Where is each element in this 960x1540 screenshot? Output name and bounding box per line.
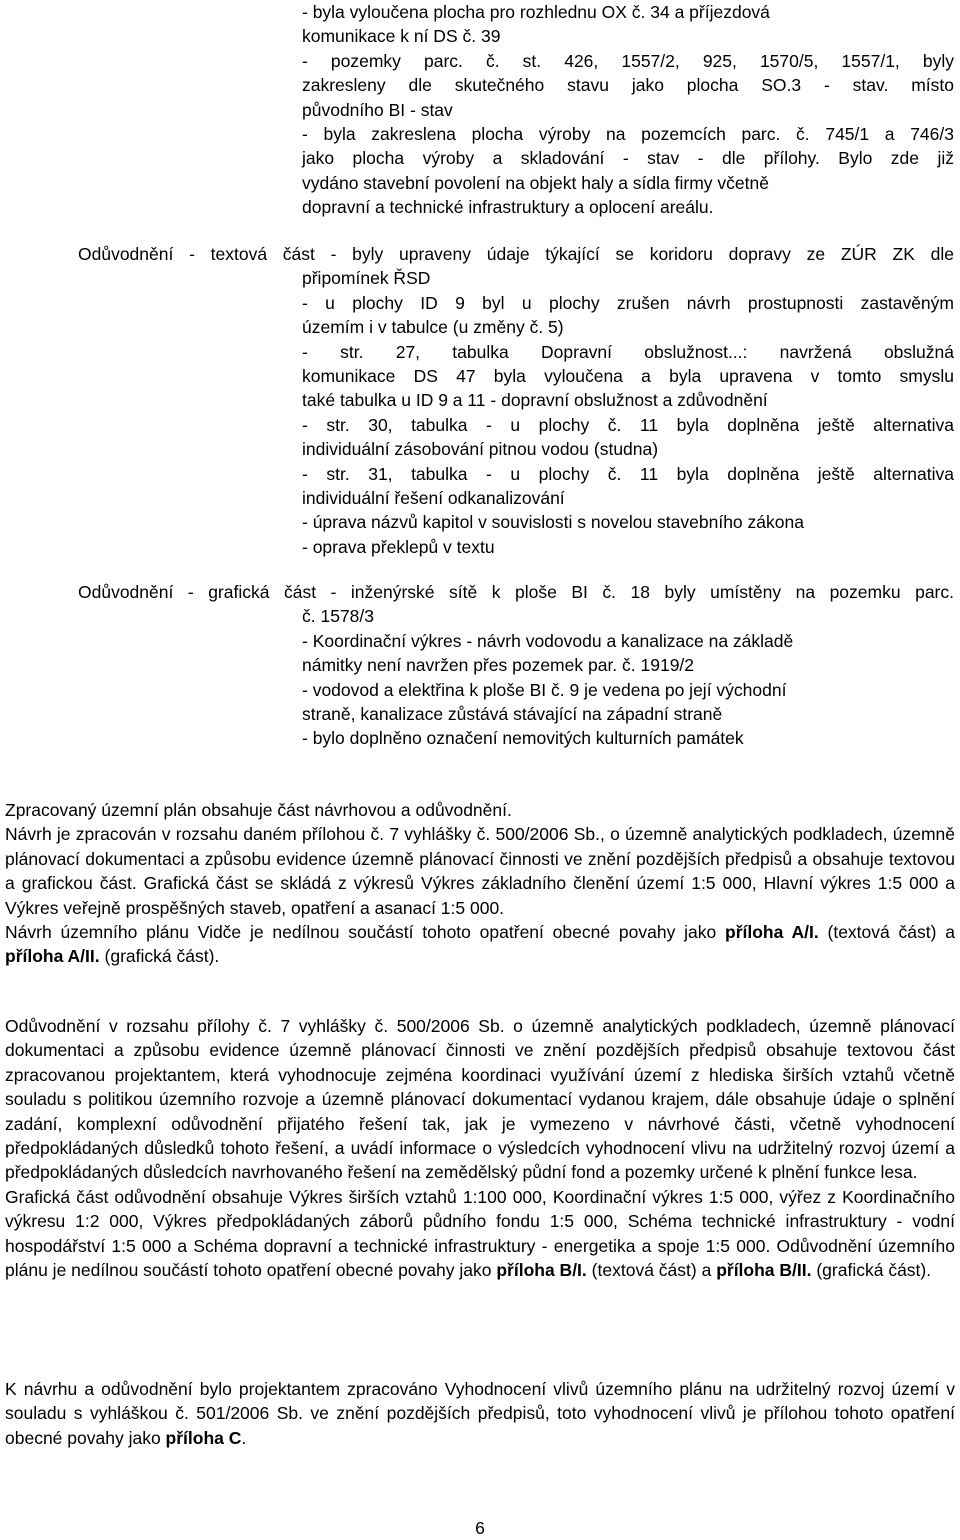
section-lead: Odůvodnění - textová část - byly upraveny údaje týkající se koridoru dopravy ze ZÚR ZK dle: [78, 244, 954, 264]
attachment-ref: příloha B/I.: [496, 1260, 587, 1281]
item-line: individuální zásobování pitnou vodou (studna): [302, 439, 659, 460]
item-line: připomínek ŘSD: [302, 268, 431, 289]
list-line: původního BI - stav: [302, 99, 453, 120]
paragraph-text: (textová část) a: [827, 922, 955, 943]
section-textova-cast: [78, 242, 954, 266]
paragraph-vyhodnoceni: [5, 1377, 955, 1450]
list-line: komunikace k ní DS č. 39: [302, 26, 501, 47]
paragraph-text: Odůvodnění v rozsahu přílohy č. 7 vyhlášky č. 500/2006 Sb. o územně analytických podkladech, územně plánovací dokumentaci a způsobu evidence územně plánovací činnosti ve znění pozdějších předpisů obsahuje textovou část zpracovanou projektantem, která vyhodnocuje zejména koordinaci využívání území z hlediska širších vztahů včetně souladu s politikou územního rozvoje a územně plánovací dokumentací vydanou krajem, dále obsahuje údaje o splnění zadání, komplexní odůvodnění přijatého řešení tak, jak je vymezeno v návrhové části, včetně vyhodnocení předpokládaných důsledků tohoto řešení, a uvádí informace o výsledcích vyhodnocení vlivu na udržitelný rozvoj území a předpokládaných důsledcích navrhovaného řešení na zemědělský půdní fond a pozemky určené k plnění funkce lesa.: [5, 1016, 955, 1183]
paragraph-navrh: [5, 798, 955, 969]
item-line: - úprava názvů kapitol v souvislosti s novelou stavebního zákona: [302, 512, 804, 533]
list-line: jako plocha výroby a skladování - stav - dle přílohy. Bylo zde již: [302, 148, 954, 169]
item-line: také tabulka u ID 9 a 11 - dopravní obslužnost a zdůvodnění: [302, 390, 768, 411]
section-graficka-cast: [78, 580, 954, 604]
item-line: - bylo doplněno označení nemovitých kulturních památek: [302, 728, 744, 749]
item-line: - str. 27, tabulka Dopravní obslužnost...: navržená obslužná: [302, 341, 954, 362]
paragraph-attachment-a: [5, 920, 955, 969]
section-lead: Odůvodnění - grafická část - inženýrské sítě k ploše BI č. 18 byly umístěny na pozemku parc.: [78, 582, 954, 602]
item-line: individuální řešení odkanalizování: [302, 488, 565, 509]
paragraph-text: Grafická část odůvodnění obsahuje Výkres širších vztahů 1:100 000, Koordinační výkres 1:5 000, výřez z Koordinačního výkresu 1:2 000, Výkres předpokládaných záborů půdního fondu 1:5 000, Schéma technické infrastruktury - vodní hospodářství 1:5 000 a Schéma dopravní a technické infrastruktury - energetika a spoje 1:5 000. Odůvodnění územního plánu je nedílnou součástí tohoto opatření obecné povahy jako: [5, 1186, 955, 1281]
item-line: územím i v tabulce (u změny č. 5): [302, 317, 564, 338]
paragraph-oduvodneni: [5, 1014, 955, 1282]
paragraph-attachment-b: [5, 1185, 955, 1283]
item-line: námitky není navržen přes pozemek par. č. 1919/2: [302, 655, 695, 676]
item-line: - str. 31, tabulka - u plochy č. 11 byla doplněna ještě alternativa: [302, 463, 954, 484]
item-line: straně, kanalizace zůstává stávající na západní straně: [302, 704, 723, 725]
page-number: 6: [475, 1518, 485, 1538]
list-line: dopravní a technické infrastruktury a oplocení areálu.: [302, 197, 714, 218]
paragraph-text: (grafická část).: [816, 1260, 932, 1281]
attachment-ref: příloha A/I.: [725, 922, 819, 943]
paragraph-text: [5, 1377, 955, 1450]
section-textova-cast-items: [302, 266, 954, 559]
paragraph-text: (textová část) a: [591, 1260, 712, 1281]
item-line: - Koordinační výkres - návrh vodovodu a kanalizace na základě: [302, 630, 794, 651]
list-line: zakresleny dle skutečného stavu jako plocha SO.3 - stav. místo: [302, 75, 954, 96]
paragraph-text: Návrh je zpracován v rozsahu daném přílohou č. 7 vyhlášky č. 500/2006 Sb., o územně analytických podkladech, územně plánovací dokumentaci a způsobu evidence územně plánovací činnosti ve znění pozdějších předpisů a obsahuje textovou a grafickou část. Grafická část se skládá z výkresů Výkres základního členění území 1:5 000, Hlavní výkres 1:5 000 a Výkres veřejně prospěšných staveb, opatření a asanací 1:5 000.: [5, 824, 955, 918]
paragraph-text: Návrh územního plánu Vidče je nedílnou součástí tohoto opatření obecné povahy jako: [5, 922, 717, 943]
attachment-ref: příloha C: [165, 1427, 242, 1448]
section-graficka-cast-items: [302, 604, 954, 750]
paragraph-text: (grafická část).: [104, 946, 220, 967]
paragraph-line: Zpracovaný územní plán obsahuje část návrhovou a odůvodnění.: [5, 800, 512, 820]
list-line: - pozemky parc. č. st. 426, 1557/2, 925, 1570/5, 1557/1, byly: [302, 50, 954, 71]
list-line: - byla zakreslena plocha výroby na pozemcích parc. č. 745/1 a 746/3: [302, 124, 954, 145]
item-line: komunikace DS 47 byla vyloučena a byla upravena v tomto smyslu: [302, 366, 954, 387]
paragraph-text: .: [241, 1427, 247, 1448]
item-line: č. 1578/3: [302, 606, 374, 627]
item-line: - str. 30, tabulka - u plochy č. 11 byla doplněna ještě alternativa: [302, 414, 954, 435]
top-list: [302, 0, 954, 220]
paragraph-text: K návrhu a odůvodnění bylo projektantem zpracováno Vyhodnocení vlivů územního plánu na udržitelný rozvoj území v souladu s vyhláškou č. 501/2006 Sb. ve znění pozdějších předpisů, toto vyhodnocení vlivů je přílohou tohoto opatření obecné povahy jako: [5, 1379, 955, 1448]
item-line: - u plochy ID 9 byl u plochy zrušen návrh prostupnosti zastavěným: [302, 292, 954, 313]
item-line: - vodovod a elektřina k ploše BI č. 9 je vedena po její východní: [302, 679, 787, 700]
attachment-ref: příloha A/II.: [5, 946, 100, 967]
item-line: - oprava překlepů v textu: [302, 536, 495, 557]
list-line: vydáno stavební povolení na objekt haly a sídla firmy včetně: [302, 172, 769, 193]
list-line: - byla vyloučena plocha pro rozhlednu OX č. 34 a příjezdová: [302, 2, 770, 22]
attachment-ref: příloha B/II.: [716, 1260, 812, 1281]
